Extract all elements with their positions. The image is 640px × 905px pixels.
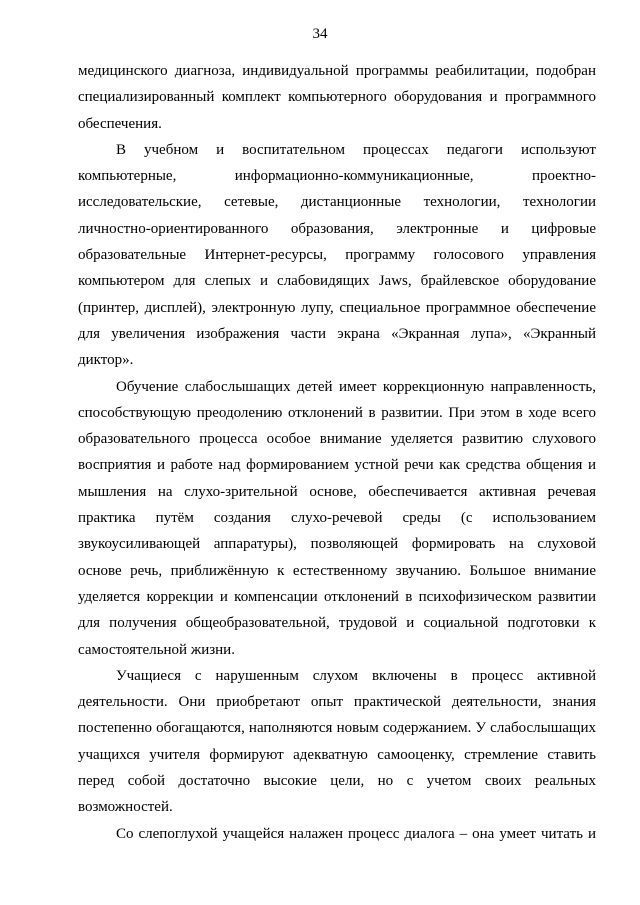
- text-line: способствующую преодолению отклонений в развитии. При этом в ходе всего: [78, 404, 596, 421]
- text-line: восприятия и работе над формированием устной речи как средства общения и: [78, 457, 596, 474]
- text-line: основе речь, приближённую к естественному звучанию. Большое внимание: [78, 562, 596, 579]
- text-line: для получения общеобразовательной, трудовой и социальной подготовки к: [78, 615, 596, 632]
- text-line: специализированный комплект компьютерного оборудования и программного: [78, 89, 596, 106]
- text-line: образовательные Интернет-ресурсы, программу голосового управления: [78, 247, 596, 264]
- paragraph: [78, 663, 596, 821]
- text-line: практика путём создания слухо-речевой среды (с использованием: [78, 510, 596, 527]
- text-line: образовательного процесса особое внимание уделяется развитию слухового: [78, 431, 596, 448]
- text-line: компьютерные, информационно-коммуникационные, проектно-: [78, 168, 596, 185]
- text-line: уделяется коррекции и компенсации отклонений в психофизическом развитии: [78, 588, 596, 605]
- body-text: [78, 58, 596, 847]
- text-line: перед собой достаточно высокие цели, но с учетом своих реальных: [78, 773, 596, 790]
- paragraph: [78, 58, 596, 137]
- paragraph: [78, 821, 596, 847]
- page-number: 34: [312, 26, 328, 42]
- text-line: деятельности. Они приобретают опыт практической деятельности, знания: [78, 694, 596, 711]
- text-line: Обучение слабослышащих детей имеет коррекционную направленность,: [116, 378, 596, 395]
- paragraph: [78, 374, 596, 663]
- text-line: В учебном и воспитательном процессах педагоги используют: [116, 141, 596, 158]
- text-line: мышления на слухо-зрительной основе, обеспечивается активная речевая: [78, 483, 596, 500]
- text-line: учащихся учителя формируют адекватную самооценку, стремление ставить: [78, 746, 596, 763]
- text-line: постепенно обогащаются, наполняются новым содержанием. У слабослышащих: [78, 720, 596, 737]
- text-line: (принтер, дисплей), электронную лупу, специальное программное обеспечение: [78, 299, 596, 316]
- text-line: компьютером для слепых и слабовидящих Jaws, брайлевское оборудование: [78, 273, 596, 290]
- text-line: диктор».: [78, 352, 134, 369]
- text-line: звукоусиливающей аппаратуры), позволяющей формировать на слуховой: [78, 536, 596, 553]
- text-line: Учащиеся с нарушенным слухом включены в процесс активной: [116, 667, 596, 684]
- paragraph: [78, 137, 596, 374]
- text-line: обеспечения.: [78, 115, 162, 132]
- text-line: исследовательские, сетевые, дистанционные технологии, технологии: [78, 194, 596, 211]
- text-line: Со слепоглухой учащейся налажен процесс диалога – она умеет читать и: [116, 825, 596, 842]
- text-line: возможностей.: [78, 799, 173, 816]
- text-line: медицинского диагноза, индивидуальной программы реабилитации, подобран: [78, 63, 596, 79]
- text-line: самостоятельной жизни.: [78, 641, 235, 658]
- text-line: личностно-ориентированного образования, электронные и цифровые: [78, 220, 596, 237]
- text-line: для увеличения изображения части экрана «Экранная лупа», «Экранный: [78, 325, 596, 342]
